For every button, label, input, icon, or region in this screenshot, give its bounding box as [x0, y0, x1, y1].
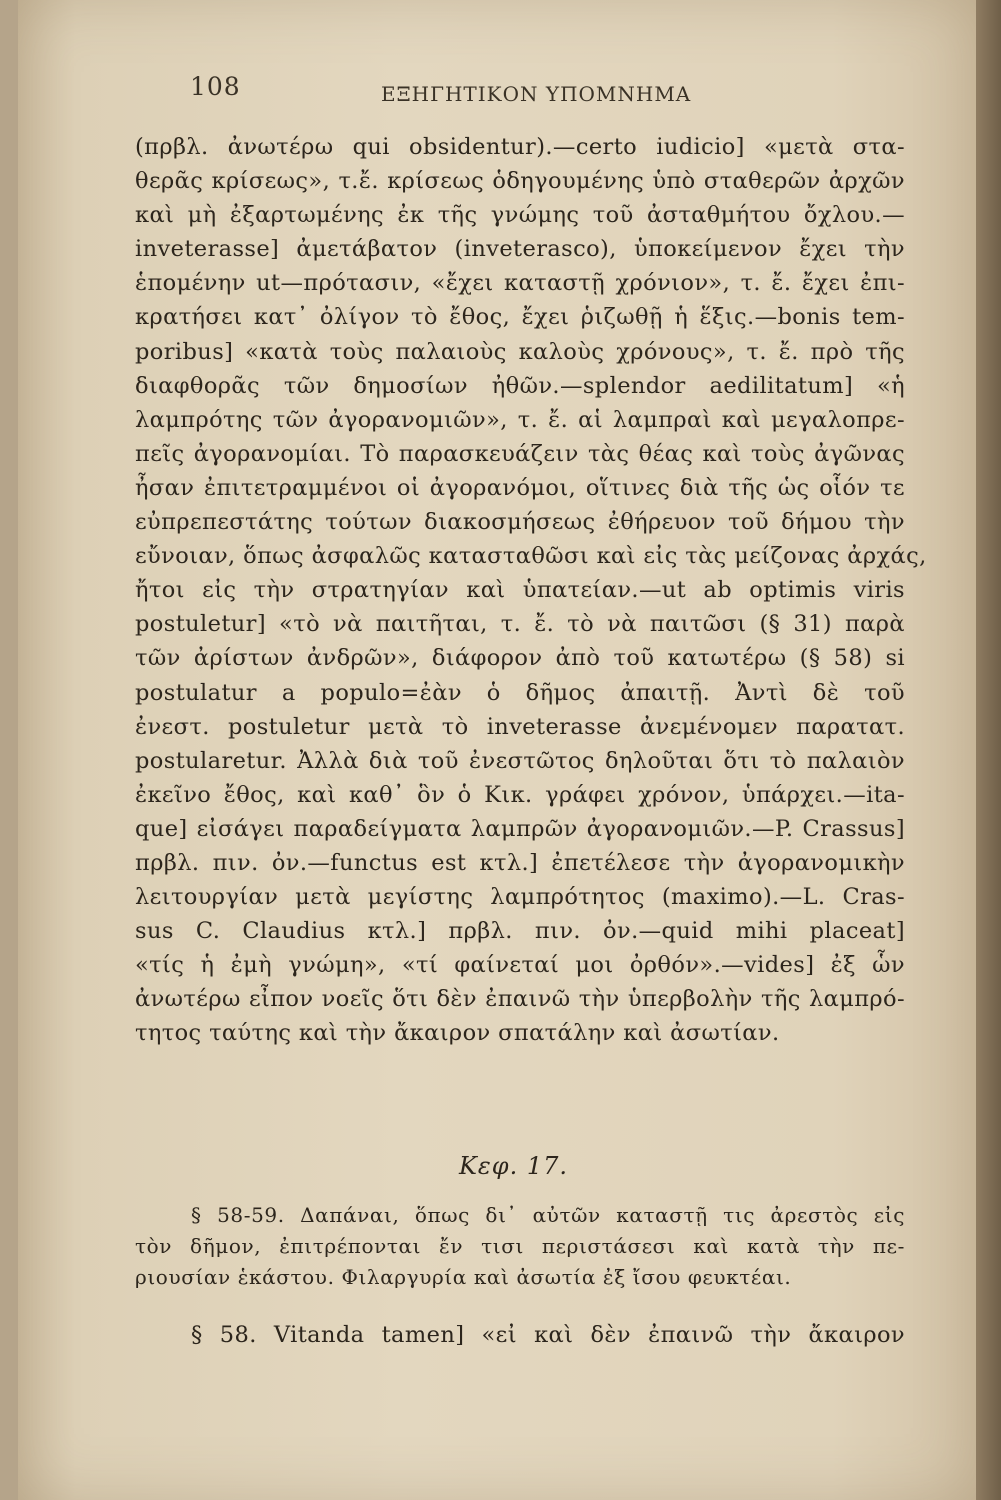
text-line: διαφθορᾶς τῶν δημοσίων ἠθῶν.—splendor aedilitatum] «ἡ	[135, 372, 905, 399]
section-start	[135, 1318, 905, 1352]
text-line: inveterasse] ἀμετάβατον (inveterasco), ὑποκείμενον ἔχει τὴν	[135, 236, 905, 263]
text-line: εὔνοιαν, ὅπως ἀσφαλῶς κατασταθῶσι καὶ εἰς τὰς μείζονας ἀρχάς,	[135, 543, 927, 570]
text-line: κρατήσει κατ᾽ ὀλίγον τὸ ἔθος, ἔχει ῥιζωθῇ ἡ ἕξις.—bonis tem-	[135, 304, 905, 331]
text-line: ἤτοι εἰς τὴν στρατηγίαν καὶ ὑπατείαν.—ut ab optimis viris	[135, 577, 905, 604]
text-line: ἐκεῖνο ἔθος, καὶ καθ᾽ ὃν ὁ Κικ. γράφει χρόνον, ὑπάρχει.—ita-	[135, 781, 905, 808]
summary-line: ριουσίαν ἑκάστου. Φιλαργυρία καὶ ἀσωτία ἐξ ἴσου φευκτέαι.	[135, 1265, 792, 1289]
commentary-text	[135, 130, 927, 1051]
text-line: θερᾶς κρίσεως», τ.ἔ. κρίσεως ὁδηγουμένης ὑπὸ σταθερῶν ἀρχῶν	[135, 168, 905, 195]
text-line: εὐπρεπεστάτης τούτων διακοσμήσεως ἐθήρευον τοῦ δήμου τὴν	[135, 509, 905, 536]
running-title: ΕΞΗΓΗΤΙΚΟΝ ΥΠΟΜΝΗΜΑ	[381, 82, 692, 106]
text-line: καὶ μὴ ἐξαρτωμένης ἐκ τῆς γνώμης τοῦ ἀσταθμήτου ὄχλου.—	[135, 202, 905, 229]
chapter-heading: Κεφ. 17.	[459, 1152, 569, 1180]
book-edge	[976, 0, 1001, 1500]
text-line: postulatur a populo=ἐὰν ὁ δῆμος ἀπαιτῇ. Ἀντὶ δὲ τοῦ	[135, 679, 905, 706]
text-line: que] εἰσάγει παραδείγματα λαμπρῶν ἀγορανομιῶν.—P. Crassus]	[135, 815, 905, 842]
text-line: ἑπομένην ut—πρότασιν, «ἔχει καταστῇ χρόνιον», τ. ἔ. ἔχει ἐπι-	[135, 270, 905, 297]
text-line: postuletur] «τὸ νὰ παιτῆται, τ. ἔ. τὸ νὰ παιτῶσι (§ 31) παρὰ	[135, 611, 905, 638]
summary-line: § 58-59. Δαπάναι, ὅπως δι᾽ αὐτῶν καταστῇ τις ἀρεστὸς εἰς	[191, 1203, 905, 1227]
text-line: λαμπρότης τῶν ἀγορανομιῶν», τ. ἔ. αἱ λαμπραὶ καὶ μεγαλοπρε-	[135, 406, 905, 433]
text-line: ἀνωτέρω εἶπον νοεῖς ὅτι δὲν ἐπαινῶ τὴν ὑπερβολὴν τῆς λαμπρό-	[135, 986, 905, 1013]
book-page	[18, 0, 976, 1500]
text-line: τητος ταύτης καὶ τὴν ἄκαιρον σπατάλην καὶ ἀσωτίαν.	[135, 1020, 780, 1047]
text-line: τῶν ἀρίστων ἀνδρῶν», διάφορον ἀπὸ τοῦ κατωτέρω (§ 58) si	[135, 645, 905, 672]
text-line: § 58. Vitanda tamen] «εἰ καὶ δὲν ἐπαινῶ τὴν ἄκαιρον	[191, 1322, 905, 1348]
text-line: ἐνεστ. postuletur μετὰ τὸ inveterasse ἀνεμένομεν παρατατ.	[135, 713, 905, 740]
text-line: λειτουργίαν μετὰ μεγίστης λαμπρότητος (maximo).—L. Cras-	[135, 884, 905, 911]
page-number: 108	[190, 72, 241, 101]
text-line: poribus] «κατὰ τοὺς παλαιοὺς καλοὺς χρόνους», τ. ἔ. πρὸ τῆς	[135, 338, 905, 365]
chapter-summary	[135, 1200, 905, 1293]
text-line: πεῖς ἀγορανομίαι. Τὸ παρασκευάζειν τὰς θέας καὶ τοὺς ἀγῶνας	[135, 440, 905, 467]
text-line: sus C. Claudius κτλ.] πρβλ. πιν. ὀν.—quid mihi placeat]	[135, 918, 905, 945]
text-line: ἦσαν ἐπιτετραμμένοι οἱ ἀγορανόμοι, οἵτινες διὰ τῆς ὡς οἷόν τε	[135, 474, 905, 501]
summary-line: τὸν δῆμον, ἐπιτρέπονται ἔν τισι περιστάσεσι καὶ κατὰ τὴν πε-	[135, 1234, 905, 1258]
text-line: «τίς ἡ ἐμὴ γνώμη», «τί φαίνεταί μοι ὀρθόν».—vides] ἐξ ὧν	[135, 952, 905, 979]
text-line: (πρβλ. ἀνωτέρω qui obsidentur).—certo iudicio] «μετὰ στα-	[135, 134, 905, 160]
text-line: πρβλ. πιν. ὀν.—functus est κτλ.] ἐπετέλεσε τὴν ἀγορανομικὴν	[135, 849, 905, 876]
text-line: postularetur. Ἀλλὰ διὰ τοῦ ἐνεστῶτος δηλοῦται ὅτι τὸ παλαιὸν	[135, 747, 905, 774]
